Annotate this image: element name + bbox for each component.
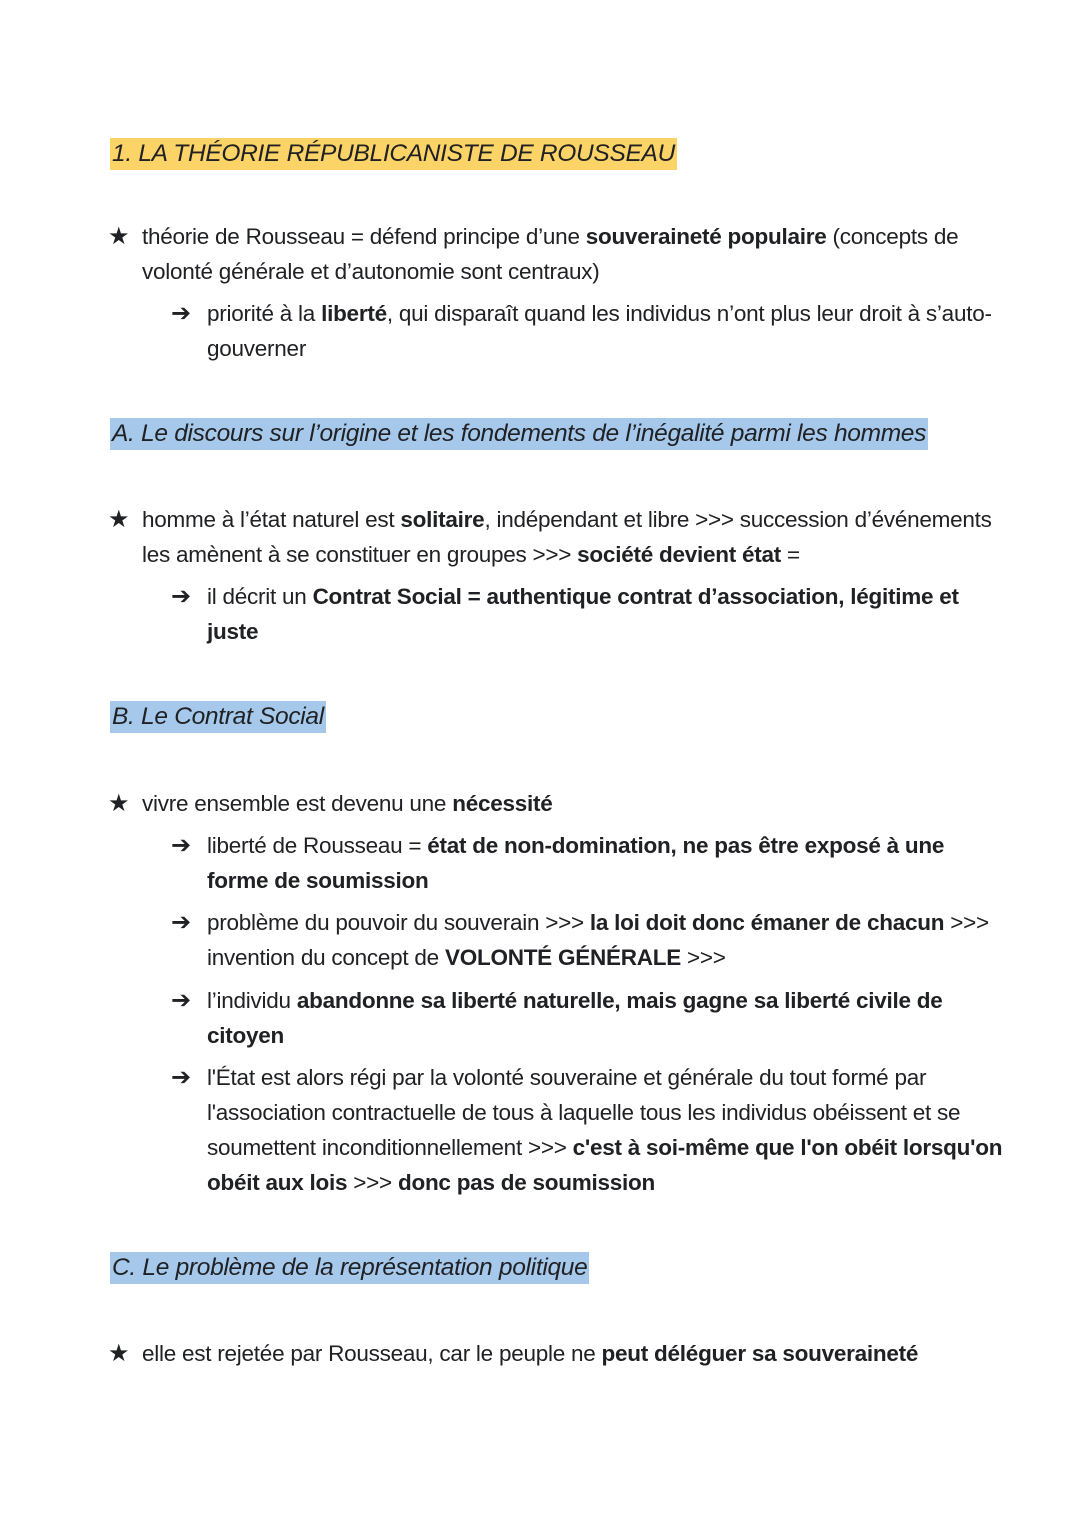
arrow-icon: ➔: [171, 1064, 191, 1091]
text: l'État est alors régi par la volonté souveraine et générale du tout formé par l'association contractuelle de tous à laquelle tous les individus obéissent et se soumettent inconditionnellement >>>: [207, 1065, 961, 1160]
arrow-icon: ➔: [171, 909, 191, 936]
text: théorie de Rousseau = défend principe d’une: [142, 224, 586, 249]
bold-text: solitaire: [400, 507, 485, 532]
section-a-heading: A. Le discours sur l’origine et les fondements de l’inégalité parmi les hommes: [110, 418, 928, 450]
bold-text: c'est à soi-même que l'on obéit lorsqu'on obéit aux lois: [207, 1135, 1003, 1195]
star-icon: ★: [108, 506, 130, 533]
section-1-heading: 1. LA THÉORIE RÉPUBLICANISTE DE ROUSSEAU: [110, 138, 677, 170]
text: (concepts de volonté générale et d’autonomie sont centraux): [142, 224, 959, 284]
bold-text: Contrat Social = authentique contrat d’association, légitime et juste: [207, 584, 959, 644]
section-b-arrow-2: [171, 905, 1007, 975]
bold-text: souveraineté populaire: [585, 224, 827, 249]
section-1-bullet: [108, 219, 1022, 289]
section-b-heading: B. Le Contrat Social: [110, 701, 326, 733]
bold-text: VOLONTÉ GÉNÉRALE: [444, 945, 681, 970]
section-b-arrow-4: [171, 1060, 1007, 1200]
text: liberté de Rousseau =: [207, 833, 428, 858]
arrow-icon: ➔: [171, 832, 191, 859]
section-c-bullet: [108, 1336, 1022, 1371]
bold-text: peut déléguer sa souveraineté: [601, 1341, 919, 1366]
text: , qui disparaît quand les individus n’ont plus leur droit à s’auto-gouverner: [207, 301, 992, 361]
bold-text: abandonne sa liberté naturelle, mais gagne sa liberté civile de citoyen: [207, 988, 943, 1048]
bold-text: nécessité: [452, 791, 553, 816]
text: homme à l’état naturel est: [142, 507, 401, 532]
section-a-bullet: [108, 502, 1022, 572]
section-1-arrow-1: [171, 296, 1007, 366]
bold-text: état de non-domination, ne pas être exposé à une forme de soumission: [207, 833, 945, 893]
star-icon: ★: [108, 1340, 130, 1367]
text: l’individu: [207, 988, 297, 1013]
text: elle est rejetée par Rousseau, car le peuple ne: [142, 1341, 602, 1366]
section-c-heading: C. Le problème de la représentation politique: [110, 1252, 589, 1284]
arrow-icon: ➔: [171, 300, 191, 327]
section-b-bullet: [108, 786, 1022, 821]
text: >>> invention du concept de: [207, 910, 989, 970]
bold-text: la loi doit donc émaner de chacun: [589, 910, 945, 935]
star-icon: ★: [108, 790, 130, 817]
bold-text: liberté: [321, 301, 387, 326]
text: >>>: [347, 1170, 398, 1195]
text: =: [781, 542, 800, 567]
section-b-arrow-1: [171, 828, 1007, 898]
text: >>>: [680, 945, 726, 970]
text: problème du pouvoir du souverain >>>: [207, 910, 590, 935]
bold-text: société devient état: [577, 542, 781, 567]
section-a-arrow-1: [171, 579, 1007, 649]
arrow-icon: ➔: [171, 583, 191, 610]
arrow-icon: ➔: [171, 987, 191, 1014]
text: il décrit un: [207, 584, 313, 609]
text: priorité à la: [207, 301, 322, 326]
bold-text: donc pas de soumission: [397, 1170, 656, 1195]
text: vivre ensemble est devenu une: [142, 791, 453, 816]
section-b-arrow-3: [171, 983, 1007, 1053]
star-icon: ★: [108, 223, 130, 250]
text: , indépendant et libre >>> succession d’événements les amènent à se constituer en groupes >>>: [142, 507, 992, 567]
